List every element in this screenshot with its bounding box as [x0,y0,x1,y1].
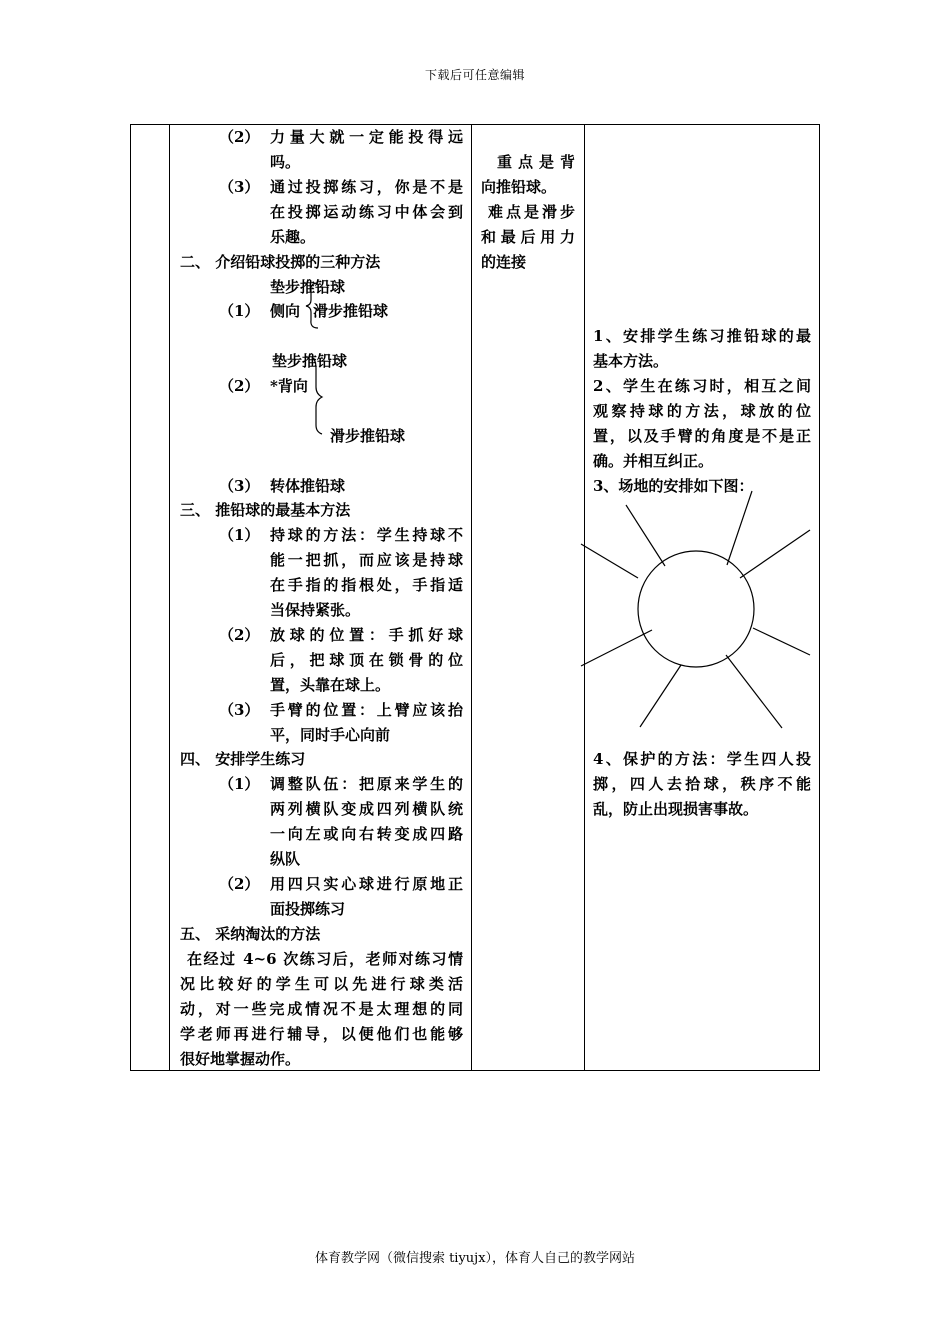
focus-text: 重点是背 [497,153,575,171]
note-text: 确。并相互纠正。 [593,452,714,470]
practice-text: 两列横队变成四列横队统 [270,800,463,818]
throw-line [581,544,638,578]
practice-text: 一向左或向右转变成四路 [270,825,463,843]
note-text: 3、场地的安排如下图： [593,477,754,495]
method-text: 放球的位置：手抓好球 [270,626,463,644]
method-option: 滑步推铅球 [330,427,406,445]
note-text: 4、保护的方法：学生四人投 [593,750,811,768]
item-number: （3） [219,477,260,495]
item-number: （2） [219,626,260,644]
throw-line [753,628,810,655]
page-footer: 体育教学网（微信搜索 tiyujx），体育人自己的教学网站 [314,1251,636,1266]
throwing-circle [638,551,754,667]
method-text: 后，把球顶在锁骨的位 [270,651,463,669]
section-heading: 三、 推铅球的最基本方法 [180,501,351,519]
section-heading: 四、 安排学生练习 [180,750,306,768]
note-text: 置，以及手臂的角度是不是正 [593,427,811,445]
note-text: 乱，防止出现损害事故。 [593,800,759,818]
practice-text: 调整队伍：把原来学生的 [270,775,463,793]
throw-line [726,655,782,728]
method-text: 能一把抓，而应该是持球 [270,551,463,569]
item-number: （1） [219,302,260,320]
question-text: 在投掷运动练习中体会到 [270,203,463,221]
method-text: 手臂的位置：上臂应该抬 [270,701,463,719]
brace-icon [306,283,318,328]
note-text: 基本方法。 [593,352,669,370]
section-heading: 二、 介绍铅球投掷的三种方法 [180,253,381,271]
focus-text: 向推铅球。 [481,178,557,196]
question-text: 吗。 [270,153,301,171]
item-number: （3） [219,701,260,719]
method-text: 平，同时手心向前 [270,726,391,744]
item-number: （1） [219,526,260,544]
throw-line [640,665,681,727]
paragraph-line: 况比较好的学生可以先进行球类活 [180,975,463,993]
focus-text: 和最后用力 [481,228,575,246]
note-text: 2、学生在练习时，相互之间 [593,377,811,395]
item-number: （3） [219,178,260,196]
item-number: （2） [219,128,260,146]
throw-line [740,530,810,578]
practice-text: 面投掷练习 [270,900,346,918]
question-text: 力量大就一定能投得远 [270,128,463,146]
throw-line [626,505,665,566]
paragraph-line: 动，对一些完成情况不是太理想的同 [180,1000,463,1018]
item-number: （2） [219,377,260,395]
method-label: *背向 [270,377,308,395]
focus-text: 的连接 [481,253,527,271]
paragraph-line: 在经过 4~6 次练习后，老师对练习情 [187,950,463,968]
method-option: 垫步推铅球 [270,278,346,296]
practice-text: 用四只实心球进行原地正 [270,875,463,893]
method-label: 侧向 [270,302,301,320]
method-option: 滑步推铅球 [313,302,389,320]
throw-line [581,630,652,666]
paragraph-line: 很好地掌握动作。 [180,1050,301,1068]
paragraph-line: 学老师再进行辅导，以便他们也能够 [180,1025,463,1043]
brace-icon [312,357,322,434]
practice-text: 纵队 [270,850,301,868]
item-number: （1） [219,775,260,793]
method-text: 持球的方法：学生持球不 [270,526,463,544]
throw-line [727,491,752,565]
note-text: 1、安排学生练习推铅球的最 [593,327,811,345]
method-text: 在手指的指根处，手指适 [270,576,463,594]
note-text: 观察持球的方法，球放的位 [593,402,811,420]
method-option: 垫步推铅球 [272,352,348,370]
method-text: 当保持紧张。 [270,601,361,619]
field-layout-diagram [581,491,810,728]
method-text: 置，头靠在球上。 [270,676,391,694]
note-text: 掷，四人去拾球，秩序不能 [593,775,811,793]
section-heading: 五、 采纳淘汰的方法 [180,925,321,943]
question-text: 乐趣。 [270,228,316,246]
page-header: 下载后可任意编辑 [424,68,525,82]
question-text: 通过投掷练习，你是不是 [270,178,463,196]
item-number: （2） [219,875,260,893]
method-label: 转体推铅球 [270,477,346,495]
focus-text: 难点是滑步 [488,203,575,221]
